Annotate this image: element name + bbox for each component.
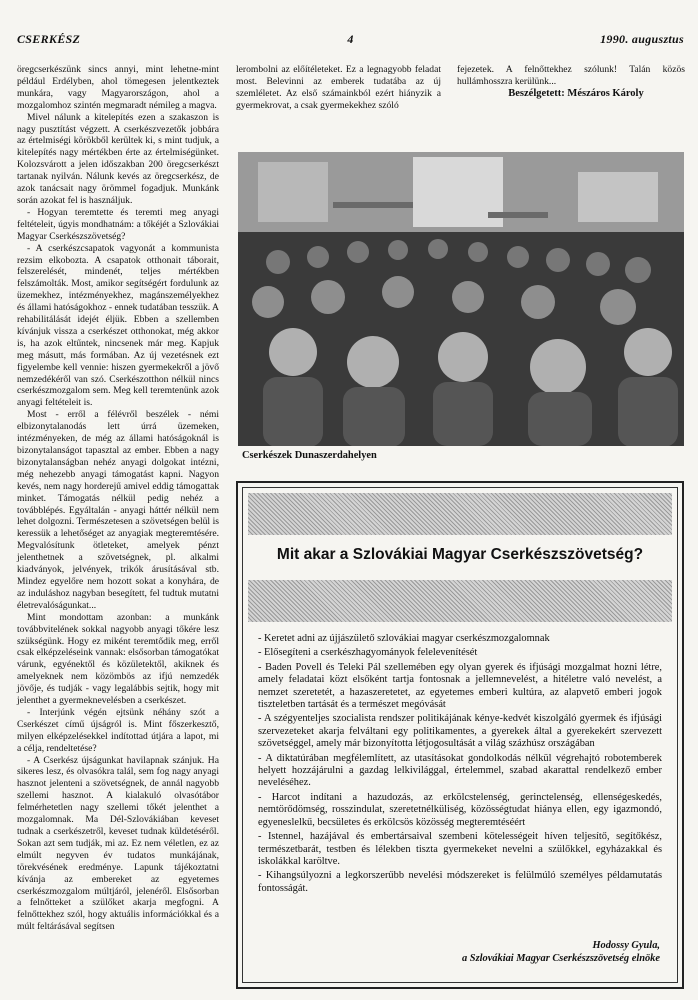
paragraph: Mivel nálunk a kitelepítés ezen a szakaszon is nagy pusztítást végzett. A cserkészvezetők jobbára az értelmiségi körökből kerültek ki, s mint tudjuk, a kitelepítés nagy mértékben érte az értelmiségünket. Kolozsvárott a jelen időszakban 200 öregcserkészt tartanak nyilván. Nálunk kevés az öregcserkész, de azok tanácsait nagy örömmel fogadjuk. Munkánk során azokat fel is használjuk.	[17, 111, 219, 206]
scouts-photo	[238, 152, 684, 446]
paragraph: - A Cserkész újságunkat havilapnak szánjuk. Ha sikeres lesz, és olvasókra talál, sem fog nagy anyagi hasznot jelenteni a szövetségnek, de annál nagyobb szellemi hasznot. A kialakuló olvasótábor felmérhetetlen nagy szellemi tőkét jelenthet a mozgalomnak. Ma Dél-Szlovákiában keveset tudnak a cserkészetről, keveset tudnak küldetéséről. Sokan azt sem tudják, mi az. Ez nem véletlen, ez az elmúlt negyven év tudatos munkájának, törekvésének eredménye. Lapunk tájékoztatni kívánja az embereket az egyetemes cserkészmozgalom múltjáról, jelenéről. Elsősorban a felnőtteket a szülőket akarja megfogni. A felnőttekhez szól, hogy aktuális információkkal és a múlt feltárásával segítsen	[17, 754, 219, 933]
interview-question: - Interjúnk végén ejtsünk néhány szót a Cserkészet című újságról is. Mint főszerkesztő, milyen elképzelésekkel indítottad útjára a lapot, mi a célja, rendeltetése?	[17, 706, 219, 754]
list-item: - A diktatúrában megfélemlített, az utasításokat gondolkodás nélkül végrehajtó robotemberek helyett hozzájárulni a gazdag lelkivilággal, értelemmel, szabad akarattal rendelkező ember neveléséhez.	[258, 752, 662, 789]
mission-box	[236, 481, 684, 989]
list-item: - Baden Povell és Teleki Pál szellemében egy olyan gyerek és ifjúsági mozgalmat hozni létre, amely feladatai közt elsőként tartja fontosnak a jellemnevelést, a hitéletre való nevelést, a nemzet szeretetét, a hazaszeretetet, az egyetemes emberi kultúra, az alapvető emberi jogok tiszteletben tartását és a természet megóvását	[258, 661, 662, 711]
interview-question: - Hogyan teremtette és teremti meg anyagi feltételeit, úgyis mondhatnám: a tőkéjét a Szlovákiai Magyar Cserkészszövetség?	[17, 206, 219, 242]
list-item: - Istennel, hazájával és embertársaival szembeni kötelességeit híven teljesítő, segítőkész, természetbarát, testben és lélekben tiszta gyermekeket nevelni a szülőkkel, egyházakkal és iskolákkal karöltve.	[258, 831, 662, 867]
list-item: - Harcot indítani a hazudozás, az erkölcstelenség, gerinctelenség, ellenségeskedés, nemtörődömség, rosszindulat, szeretetnélküliség, közösségtudat hiánya ellen, egy igazmondó, egyenes​lelkű, becsületes és erkölcsös közösség megteremtéséért	[258, 791, 662, 828]
paragraph: Mint mondottam azonban: a munkánk továbbvitelének sokkal nagyobb anyagi tőkére lesz szükségünk. Hogy ez miként teremtődik meg, erről csak elképzeléseink vannak: elsősorban támogatókat várunk, egyénektől és közületektől, akiknek és amelyeknek nem közömbös az ifjú nemzedék jövője, és tudják - vagy legalábbis sejtik, hogy mit jelenthet a gyermeknevelésben a cserkészet.	[17, 611, 219, 707]
photo-block	[238, 152, 684, 470]
byline: Beszélgetett: Mészáros Károly	[508, 87, 644, 99]
paragraph: fejezetek. A felnőttekhez szólunk! Talán közös hullámhosszra kerülünk...	[457, 64, 685, 87]
magazine-name: CSERKÉSZ	[17, 32, 81, 46]
paragraph: - A cserkészcsapatok vagyonát a kommunista rezsim elkobozta. A csapatok otthonait táborait, felszerelését, mindenét, teljes mértékben felszámolták. Most, amikor segítségért fordulunk az üzemekhez, intézményekhez, magánszemélyekhez és állami hatóságokhoz - ennek tudatában tesszük. A rehabilitálását idejét éljük. Ebben a szellemben kívánjuk vissza a cserkészet otthonokat, még akkor is, ha azok eltűntek, nincsenek már meg. Kapjuk meg másutt, más formában. Az új vezetésnek ezt figyelembe kell vennie: hiszen gyermekekről a jövő nemzedékéről van szó. Cserkészotthon nélkül nincs cserkészmozgalom sem. Meg kell teremtenünk azok anyagi feltételeit is.	[17, 242, 219, 409]
signature-title: a Szlovákiai Magyar Cserkészszövetség elnöke	[462, 953, 660, 964]
list-item: - Elősegíteni a cserkészhagyományok feleleveníté​sét	[258, 647, 478, 659]
paragraph: Most - erről a félévről beszélek - némi elbizonytalanodás lett úrrá üzemeken, intézményeken, de még az állami hatóságoknál is bizonytalanságot tapasztal az ember. Ebben a nagy bizonytalanságban nehéz anyagi dolgokat intézni, még nehezebb anyagi támogatást kapni. Nagyon kevés, nem nagy horderejű amivel eddig támogattak minket. Támogatás nélkül pedig nehéz a továbblépés. Egyáltalán - anyagi háttér nélkül nem lehet dolgozni. Természetesen a szövetségen belül is keressük a lehetőséget az anyagiak megteremtésére. Megvalósítunk ötleteket, amelyek pénzt jelenthetnek a szövetségnek, pl. alkalmi kiadványok, jelvények, trikók árusításával stb. Mindez egyelőre nem hozott sokat a konyhára, de az induláshoz nagyban besegített, fel tudtuk mutatni életrevalóságunkat...	[17, 409, 219, 611]
article-column-3	[457, 64, 685, 100]
hatched-band-bottom	[248, 580, 672, 622]
issue-date: 1990. augusztus	[600, 32, 684, 46]
list-item: - Keretet adni az újjászülető szlovákiai magyar cserkészmozgalomnak	[258, 633, 550, 644]
mission-list	[258, 633, 662, 897]
paragraph: öregcserkészünk sincs annyi, mint lehetne-mint például Erdélyben, ahol tömegesen jelentkeztek munkára, vagy Magyarországon, ahol a mozgalomhoz szintén megmaradt némileg a magva.	[17, 64, 219, 111]
page-number: 4	[347, 32, 354, 46]
mission-box-title: Mit akar a Szlovákiai Magyar Cserkészszövetség?	[276, 546, 644, 563]
article-column-2	[236, 64, 441, 112]
list-item: - A szégyenteljes szocialista rendszer politikájának kénye-kedvét kiszolgáló gyermek és ifjúsági szervezeteket akarja felváltani egy politikamentes, a gyerekek által a gyerekekért szervezett szövetséggel, amely már bizonyította létjogosultását a világ száz​húsz országában	[258, 713, 662, 750]
signature-name: Hodossy Gyula,	[592, 940, 660, 951]
page-header	[17, 32, 684, 50]
signature	[462, 939, 660, 965]
list-item: - Kihangsúlyozni a legkorszerűbb nevelési módszereket is felülmúló személyes példamutatás fontosságát.	[258, 870, 662, 894]
article-column-1	[17, 64, 219, 933]
paragraph: lerombolni az előítéleteket. Ez a legnagyobb feladat most. Belevinni az emberek tudatába az új szemléletet. Az első számainkból ezért hiányzik a gyermekrovat, a csak gyermekekhez szóló	[236, 64, 441, 111]
hatched-band-top	[248, 493, 672, 535]
photo-caption: Cserkészek Dunaszerdahelyen	[242, 450, 377, 461]
